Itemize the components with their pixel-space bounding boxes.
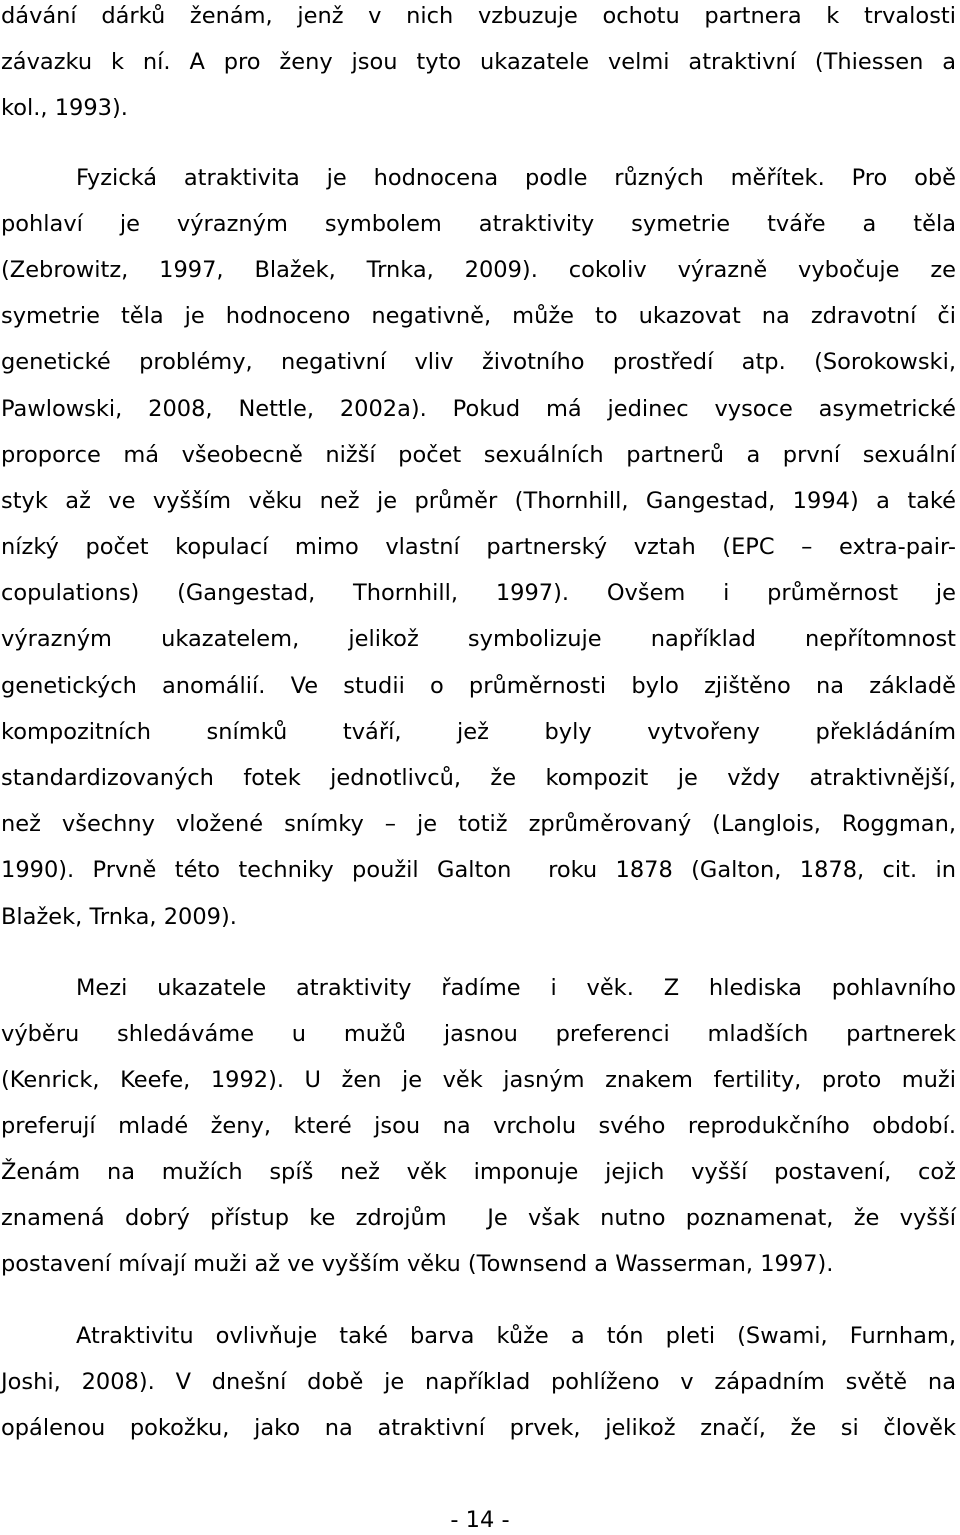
text-line: opálenou pokožku, jako na atraktivní prvek, jelikož značí, že si člověk <box>1 1415 956 1441</box>
text-line: preferují mladé ženy, které jsou na vrcholu svého reprodukčního období. <box>1 1113 956 1139</box>
text-line: než všechny vložené snímky – je totiž zprůměrovaný (Langlois, Roggman, <box>1 811 956 837</box>
text-line: postavení mívají muži až ve vyšším věku (Townsend a Wasserman, 1997). <box>1 1251 834 1277</box>
text-line: genetické problémy, negativní vliv životního prostředí atp. (Sorokowski, <box>1 349 956 375</box>
text-line: styk až ve vyšším věku než je průměr (Thornhill, Gangestad, 1994) a také <box>1 488 956 514</box>
text-line: standardizovaných fotek jednotlivců, že kompozit je vždy atraktivnější, <box>1 765 956 791</box>
text-line: (Kenrick, Keefe, 1992). U žen je věk jasným znakem fertility, proto muži <box>1 1067 956 1093</box>
text-line: výběru shledáváme u mužů jasnou preferenci mladších partnerek <box>1 1021 956 1047</box>
text-line: proporce má všeobecně nižší počet sexuálních partnerů a první sexuální <box>1 442 956 468</box>
page-number: - 14 - <box>450 1507 510 1533</box>
paragraph-first-line: Fyzická atraktivita je hodnocena podle různých měřítek. Pro obě <box>76 165 956 191</box>
paragraph-first-line: Atraktivitu ovlivňuje také barva kůže a tón pleti (Swami, Furnham, <box>76 1323 956 1349</box>
text-line: kol., 1993). <box>1 95 128 121</box>
text-line: znamená dobrý přístup ke zdrojům Je však nutno poznamenat, že vyšší <box>1 1205 956 1231</box>
text-line: výrazným ukazatelem, jelikož symbolizuje například nepřítomnost <box>1 626 956 652</box>
text-line: dávání dárků ženám, jenž v nich vzbuzuje ochotu partnera k trvalosti <box>1 3 956 29</box>
paragraph-first-line: Mezi ukazatele atraktivity řadíme i věk. Z hlediska pohlavního <box>76 975 956 1001</box>
text-line: závazku k ní. A pro ženy jsou tyto ukazatele velmi atraktivní (Thiessen a <box>1 49 956 75</box>
text-line: Pawlowski, 2008, Nettle, 2002a). Pokud má jedinec vysoce asymetrické <box>1 396 956 422</box>
text-line: Joshi, 2008). V dnešní době je například pohlíženo v západním světě na <box>1 1369 956 1395</box>
text-line: 1990). Prvně této techniky použil Galton roku 1878 (Galton, 1878, cit. in <box>1 857 956 883</box>
text-line: pohlaví je výrazným symbolem atraktivity symetrie tváře a těla <box>1 211 956 237</box>
text-line: symetrie těla je hodnoceno negativně, může to ukazovat na zdravotní či <box>1 303 956 329</box>
text-line: Blažek, Trnka, 2009). <box>1 904 237 930</box>
text-line: Ženám na mužích spíš než věk imponuje jejich vyšší postavení, což <box>1 1159 956 1185</box>
text-line: nízký počet kopulací mimo vlastní partnerský vztah (EPC – extra-pair- <box>1 534 956 560</box>
text-line: copulations) (Gangestad, Thornhill, 1997). Ovšem i průměrnost je <box>1 580 956 606</box>
text-line: genetických anomálií. Ve studii o průměrnosti bylo zjištěno na základě <box>1 673 956 699</box>
text-line: (Zebrowitz, 1997, Blažek, Trnka, 2009). cokoliv výrazně vybočuje ze <box>1 257 956 283</box>
text-line: kompozitních snímků tváří, jež byly vytvořeny překládáním <box>1 719 956 745</box>
